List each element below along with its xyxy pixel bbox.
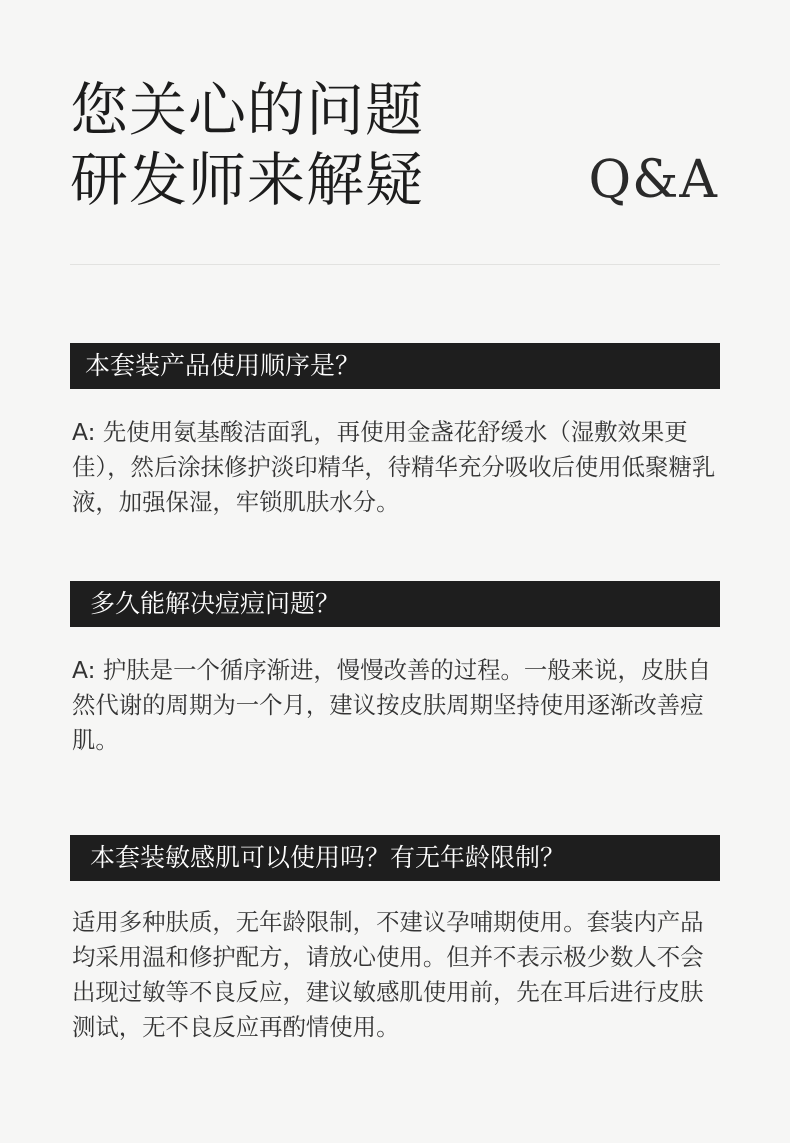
faq-question-3: 本套装敏感肌可以使用吗？有无年龄限制？ <box>70 835 720 881</box>
faq-question-2: 多久能解决痘痘问题？ <box>70 581 720 627</box>
faq-question-1: 本套装产品使用顺序是？ <box>70 343 720 389</box>
faq-answer-3: 适用多种肤质，无年龄限制，不建议孕哺期使用。套装内产品均采用温和修护配方，请放心使用。但并不表示极少数人不会出现过敏等不良反应，建议敏感肌使用前，先在耳后进行皮肤测试，无不良反应再酌情使用。 <box>72 908 704 1041</box>
page-title-line-2: 研发师来解疑 <box>70 146 425 214</box>
header-divider <box>70 264 720 265</box>
faq-answer-2: A: 护肤是一个循序渐进，慢慢改善的过程。一般来说，皮肤自然代谢的周期为一个月，建议按皮肤周期坚持使用逐渐改善痘肌。 <box>72 656 712 754</box>
page-title-line-1: 您关心的问题 <box>70 76 425 144</box>
qa-mark: Q&A <box>588 150 718 210</box>
faq-answer-1: A: 先使用氨基酸洁面乳，再使用金盏花舒缓水（湿敷效果更佳），然后涂抹修护淡印精华，待精华充分吸收后使用低聚糖乳液，加强保湿，牢锁肌肤水分。 <box>72 418 716 516</box>
